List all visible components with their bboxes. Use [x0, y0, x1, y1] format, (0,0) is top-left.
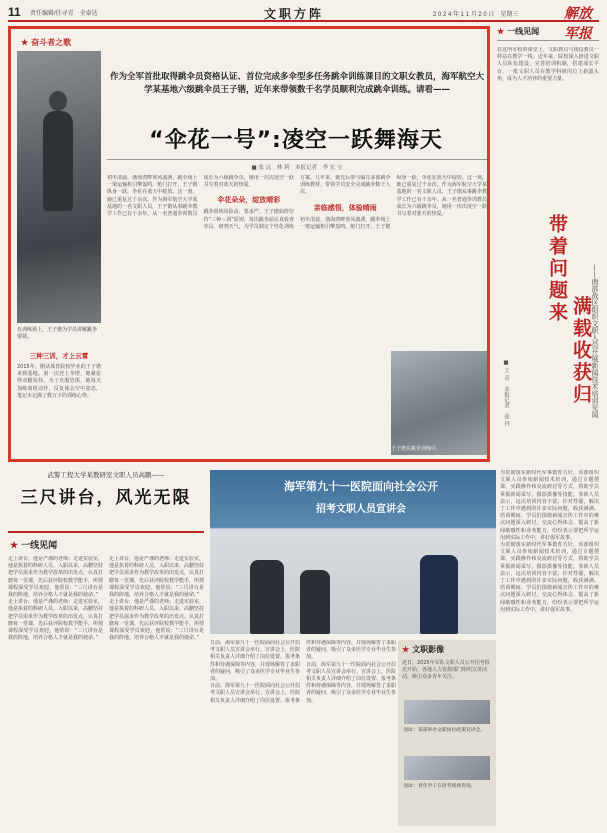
feature-subhead: 作为全军首批取得跳伞员资格认证、首位完成多伞型多任务跳伞训练课目的文职女教员，海军航空大学某基地六级跳伞员王子锴，近年来带领数千名学员顺利完成跳伞训练。请看——: [109, 72, 484, 95]
sidebar-tag: ★ 一线见闻: [497, 26, 599, 41]
lower-left-header: [8, 470, 204, 508]
feature-byline: ■ 张 远 林 莉 本报记者 李 宏 宝: [251, 165, 343, 171]
feature-subtitle-2: 伞花朵朵，绽放晴彩: [217, 196, 281, 205]
right-lower-paragraph: 为贯彻落实新时代军事教育方针，该部组织文职人员参加新闻技术培训，通过专题授课、实践操作和交流研讨等方式，帮助学员掌握新闻采写、摄影摄像等技能。参训人员表示，这次培训内容丰富、针对性强，解决了工作中遇到的许多实际问题，收获满满。培训期间，学员们围绕新闻宣传工作中的难点问题深入研讨，交流心得体会，提高了新闻敏感性和业务能力，纷纷表示要把所学运用到实际工作中，讲好强军故事。: [500, 470, 599, 541]
feature-paragraph-1b: 初冬清晨，渤海湾畔寒风凛冽，跳伞场上一架运输机引擎轰鸣。舱门打开，王子锴纵身一跃，伞花在蓝天中绽放。这一刻，她已重复过千余次。作为海军航空大学某基地的一名文职人员，王子锴从事跳伞教学工作已有十余年。从一名普通伞训教员成长为六级跳伞员，她用一次次凌空一跃书写着对蓝天的热爱。: [300, 175, 487, 230]
section-title: 文职方阵: [264, 7, 325, 21]
sidebar-body: 在这所军校的课堂上，文职教员与现役教员一样站在教学一线。近年来，院校深入推进文职人员队伍建设，完善培训机制，搭建成长平台，一批文职人员在教学科研岗位上崭露头角，成为人才培养的重要力量。: [497, 47, 599, 82]
feature-paragraph-3: 跳伞训练风险高、要求严。王子锴始终坚持“三种三训”原则，每次跳伞前认真检查伞具、研判天气，为学员制定个性化训练方案。几年来，她先后参与编写多部跳伞训练教材，带领学员安全完成跳伞数千人次。: [203, 175, 391, 230]
editor-meta: 责任编辑/任寻青 全泰达: [30, 11, 98, 17]
lower-left-paragraph-3: 走上讲台，他是严谨的老师；走进实验室，他是执着的科研人员。入职以来，高鹏坚持把学员需求作为教学改革的出发点，认真打磨每一堂课，先后获评院校教学能手，所授课程深受学员欢迎。他常说：“三尺讲台是我的阵地，培养合格人才就是我的使命。”: [109, 556, 204, 599]
lower-left-paragraph: 走上讲台，他是严谨的老师；走进实验室，他是执着的科研人员。入职以来，高鹏坚持把学员需求作为教学改革的出发点，认真打磨每一堂课，先后获评院校教学能手，所授课程深受学员欢迎。他常说：“三尺讲台是我的阵地，培养合格人才就是我的使命。”: [8, 556, 104, 599]
middle-body: [210, 640, 396, 826]
column-tag: ★ 奋斗者之歌: [21, 37, 71, 48]
photo-box-image-2: [404, 756, 490, 780]
title-divider: [107, 159, 487, 160]
lower-left-body: [8, 556, 204, 826]
right-lower-paragraph-2: 为贯彻落实新时代军事教育方针，该部组织文职人员参加新闻技术培训，通过专题授课、实践操作和交流研讨等方式，帮助学员掌握新闻采写、摄影摄像等技能。参训人员表示，这次培训内容丰富、针对性强，解决了工作中遇到的许多实际问题，收获满满。培训期间，学员们围绕新闻宣传工作中的难点问题深入研讨，交流心得体会，提高了新闻敏感性和业务能力，纷纷表示要把所学运用到实际工作中，讲好强军故事。: [500, 542, 599, 613]
feature-paragraph-2: 2015年，刚从体育院校毕业的王子锴来到基地。第一次登上伞塔，她紧张得双腿发抖。为了克服恐惧，她每天加练离机动作，反复体会空中姿态，笔记本记满了数万字的训练心得。: [17, 364, 101, 399]
lower-left-paragraph-2: 走上讲台，他是严谨的老师；走进实验室，他是执着的科研人员。入职以来，高鹏坚持把学员需求作为教学改革的出发点，认真打磨每一堂课，先后获评院校教学能手，所授课程深受学员欢迎。他常说：“三尺讲台是我的阵地，培养合格人才就是我的使命。”: [8, 599, 104, 642]
feature-photo-caption: 在训练场上，王子锴为学员讲解跳伞要领。: [17, 327, 98, 340]
feature-photo-2: [391, 351, 487, 455]
photo-person-1: [250, 560, 284, 634]
feature-lower-column: [17, 345, 101, 457]
feature-title: “伞花一号”:凌空一跃舞海天: [149, 128, 443, 153]
photo-banner-line-1: 海军第九十一医院面向社会公开: [284, 480, 438, 493]
feature-subtitle-3: 亲临感悟，体验晴雨: [313, 203, 377, 212]
feature-photo-2-caption: 王子锴在跳伞训练中。: [391, 446, 442, 452]
sidebar-byline: ■ 王 奇 本报记者 张 丹: [503, 360, 509, 427]
feature-paragraph-1: 初冬清晨，渤海湾畔寒风凛冽，跳伞场上一架运输机引擎轰鸣。舱门打开，王子锴纵身一跃，伞花在蓝天中绽放。这一刻，她已重复过千余次。作为海军航空大学某基地的一名文职人员，王子锴从事跳伞教学工作已有十余年。从一名普通伞训教员成长为六级跳伞员，她用一次次凌空一跃书写着对蓝天的热爱。: [107, 175, 294, 218]
sidebar-title-1: 带着问题来: [546, 214, 568, 324]
photo-box-body: 近日，2025年军队文职人员公开招考报名开始，各地人力资源部门组织宣讲活动，吸引众多青年关注。: [402, 660, 490, 680]
photo-person-3: [420, 555, 458, 634]
feature-article: [8, 26, 490, 462]
photo-figure-body: [43, 111, 73, 211]
lower-left-kicker: 武警工程大学某教研室文职人员高鹏——: [47, 471, 165, 479]
lower-left-paragraph-4: 走上讲台，他是严谨的老师；走进实验室，他是执着的科研人员。入职以来，高鹏坚持把学员需求作为教学改革的出发点，认真打磨每一堂课，先后获评院校教学能手，所授课程深受学员欢迎。他常说：“三尺讲台是我的阵地，培养合格人才就是我的使命。”: [109, 599, 204, 642]
photo-banner-line-2: 招考文职人员宣讲会: [316, 504, 406, 515]
newspaper-logo: 解放军报: [564, 7, 592, 42]
middle-paragraph-2: 日前，海军第九十一医院面向社会公开招考文职人员宣讲会举行。宣讲会上，医院相关负责人详细介绍了岗位设置、报考条件和待遇保障等内容，并现场解答了求职者的疑问，吸引了众多医学专业毕业生参加。: [210, 640, 396, 704]
photo-box-caption-1: 图①：某部举办文职岗位政策宣讲会。: [404, 728, 486, 733]
middle-paragraph: 日前，海军第九十一医院面向社会公开招考文职人员宣讲会举行。宣讲会上，医院相关负责人详细介绍了岗位设置、报考条件和待遇保障等内容，并现场解答了求职者的疑问，吸引了众多医学专业毕业生参加。: [210, 640, 301, 683]
page-number: 11: [8, 5, 21, 19]
photo-figure-head: [49, 91, 67, 111]
lower-left-title: 三尺讲台，风光无限: [20, 488, 192, 508]
photo-box-caption-2: 图②：青年学子在招考现场咨询。: [404, 784, 476, 789]
photo-box-tag: ★ 文职影像: [402, 644, 444, 655]
lower-left-tag: ★ 一线见闻: [10, 538, 57, 551]
sidebar-title-2: 满载收获归: [570, 296, 592, 406]
lower-left-divider: [8, 531, 204, 533]
photo-person-2: [300, 570, 330, 634]
sidebar-subtitle: ——南部战区组织文职人员开展新闻技术培训见闻: [591, 264, 599, 418]
issue-date: 2 0 2 4 年 1 1 月 2 0 日 星期三: [433, 12, 519, 18]
photo-box-image-1: [404, 700, 490, 724]
feature-photo: [17, 51, 101, 323]
middle-paragraph-3: 日前，海军第九十一医院面向社会公开招考文职人员宣讲会举行。宣讲会上，医院相关负责人详细介绍了岗位设置、报考条件和待遇保障等内容，并现场解答了求职者的疑问，吸引了众多医学专业毕业生参加。: [306, 661, 396, 704]
feature-subtitle-1: 三种三训，才上云霄: [29, 352, 89, 360]
right-lower-body: [500, 470, 599, 826]
